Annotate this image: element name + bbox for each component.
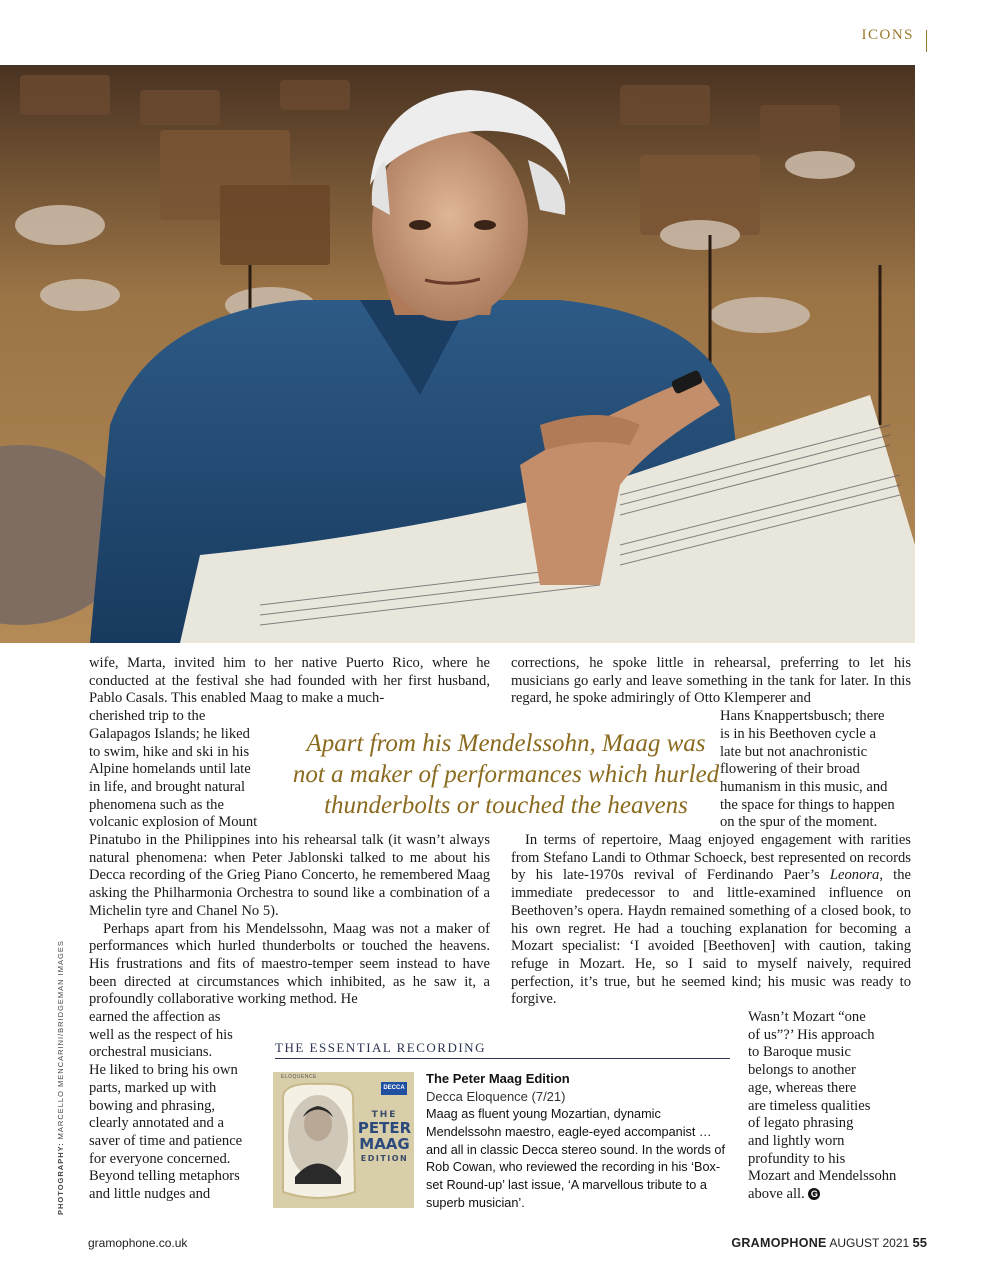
- text-line: phenomena such as the: [89, 796, 224, 813]
- text-line: clearly annotated and a: [89, 1115, 224, 1132]
- text-line: of us”?’ His approach: [748, 1026, 875, 1043]
- pull-quote: Apart from his Mendelssohn, Maag was not a maker of performances which hurled thunderbolts or touched the heavens: [292, 730, 720, 819]
- album-series-label: ELOQUENCE: [281, 1074, 317, 1080]
- opera-title: Leonora: [829, 867, 880, 884]
- text-line: and lightly worn: [748, 1132, 845, 1149]
- col2-para2-narrow: [748, 1009, 911, 1204]
- text-line: Hans Knappertsbusch; there: [720, 708, 885, 725]
- footer-folio: [731, 1235, 927, 1250]
- album-cover-title: [357, 1110, 412, 1163]
- text-line: humanism in this music, and: [720, 778, 888, 795]
- col2-para1-narrow: [720, 708, 911, 832]
- text-line: well as the respect of his: [89, 1026, 233, 1043]
- text-line: to Baroque music: [748, 1044, 851, 1061]
- col2-para2-b: , the immediate predecessor to and little-examined influence on Beethoven’s opera. Haydn remained something of a closed book, to his own regret. He had a touching explanation for becoming a Mozart specialist: ‘I avoided [Beethoven] with caution, taking refuge in Mozart. He, so I said to myself naively, required perfection, it’s true, but he seemed kind; his music was ready to forgive.: [511, 867, 911, 1008]
- text-line: in life, and brought natural: [89, 778, 246, 795]
- album-badge: DECCA: [383, 1085, 405, 1091]
- footer-brand: GRAMOPHONE: [731, 1236, 827, 1250]
- text-line: on the spur of the moment.: [720, 814, 878, 831]
- text-line: and little nudges and: [89, 1186, 211, 1203]
- text-line-end: above all.: [748, 1186, 805, 1203]
- text-line: of legato phrasing: [748, 1115, 854, 1132]
- photo-credit-names: MARCELLO MENCARINI/BRIDGEMAN IMAGES: [56, 940, 65, 1140]
- col1-para1-rest: Pinatubo in the Philippines into his rehearsal talk (it wasn’t always natural phenomena: when Peter Jablonski talked to me about his Decca recording of the Grieg Piano Concerto, he remembered Maag asking the Philharmonia Orchestra to sound like a combination of a Michelin tyre and Chanel No 5).: [89, 832, 490, 919]
- text-line: volcanic explosion of Mount: [89, 814, 258, 831]
- photo-credit-label: PHOTOGRAPHY:: [56, 1142, 65, 1215]
- footer-website: gramophone.co.uk: [88, 1236, 188, 1250]
- text-line: saver of time and patience: [89, 1132, 243, 1149]
- text-line: cherished trip to the: [89, 708, 206, 725]
- text-line: are timeless qualities: [748, 1097, 871, 1114]
- page-number: 55: [912, 1235, 927, 1250]
- text-line: age, whereas there: [748, 1079, 857, 1096]
- text-line: for everyone concerned.: [89, 1150, 231, 1167]
- section-tag: ICONS: [861, 27, 914, 43]
- album-the: THE: [371, 1110, 398, 1120]
- album-edition: EDITION: [360, 1154, 409, 1163]
- col1-para2-full: Perhaps apart from his Mendelssohn, Maag was not a maker of performances which hurled thunderbolts or touched the heavens. His frustrations and fits of maestro-temper seem instead to have been directed at circumstances which inhibited, as he saw it, a profoundly collaborative working method. He: [89, 920, 490, 1008]
- col2-para2-a: In terms of repertoire, Maag enjoyed engagement with rarities from Stefano Landi to Othmar Schoeck, best represented on records by his late-1970s revival of Ferdinando Paer’s: [511, 832, 911, 884]
- text-line: [748, 1186, 911, 1204]
- album-cover: [273, 1072, 414, 1208]
- album-last-name: MAAG: [359, 1135, 410, 1153]
- text-line: belongs to another: [748, 1062, 856, 1079]
- end-mark-icon: G: [808, 1188, 820, 1200]
- portrait-photo: [0, 65, 915, 643]
- essential-recording-heading: THE ESSENTIAL RECORDING: [275, 1040, 730, 1059]
- footer-issue: AUGUST 2021: [829, 1236, 910, 1250]
- recording-description: Maag as fluent young Mozartian, dynamic Mendelssohn maestro, eagle-eyed accompanist … and all in classic Decca stereo sound. In the words of Rob Cowan, who reviewed the recording in his ‘Box-set Round-up’ last issue, ‘A marvellous tribute to a superb musician’.: [426, 1107, 726, 1210]
- text-line: Alpine homelands until late: [89, 761, 251, 778]
- recording-title: The Peter Maag Edition: [426, 1071, 570, 1086]
- text-line: earned the affection as: [89, 1009, 221, 1026]
- col1-para1-full: wife, Marta, invited him to her native Puerto Rico, where he conducted at the festival she had founded with her first husband, Pablo Casals. This enabled Maag to make a much-: [89, 655, 490, 707]
- photo-illustration: [0, 65, 915, 643]
- photo-credit: [56, 940, 70, 1215]
- text-line: bowing and phrasing,: [89, 1097, 216, 1114]
- text-line: He liked to bring his own: [89, 1062, 238, 1079]
- text-line: Mozart and Mendelssohn: [748, 1168, 897, 1185]
- text-line: Wasn’t Mozart “one: [748, 1009, 866, 1026]
- col2-para1-full: corrections, he spoke little in rehearsal, preferring to let his musicians go early and leave something in the tank for later. In this regard, he spoke admiringly of Otto Klemperer and: [511, 655, 911, 707]
- recording-label: Decca Eloquence (7/21): [426, 1089, 566, 1104]
- col2-para2: [511, 832, 911, 1009]
- text-line: to swim, hike and ski in his: [89, 743, 250, 760]
- album-first-name: PETER: [357, 1119, 412, 1137]
- text-line: Beyond telling metaphors: [89, 1168, 240, 1185]
- text-line: Galapagos Islands; he liked: [89, 725, 250, 742]
- text-line: is in his Beethoven cycle a: [720, 725, 877, 742]
- section-rule: [926, 30, 927, 52]
- text-line: parts, marked up with: [89, 1079, 217, 1096]
- text-line: the space for things to happen: [720, 796, 895, 813]
- text-line: orchestral musicians.: [89, 1044, 213, 1061]
- text-line: profundity to his: [748, 1150, 846, 1167]
- text-line: late but not anachronistic: [720, 743, 868, 760]
- text-line: flowering of their broad: [720, 761, 860, 778]
